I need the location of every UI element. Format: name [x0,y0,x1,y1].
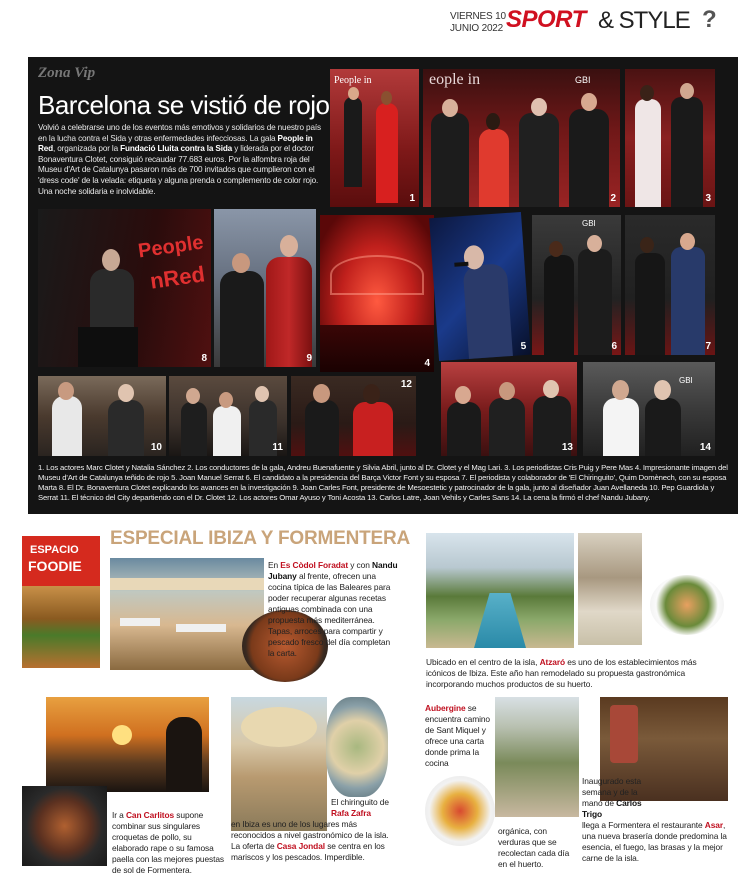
photo-7 [625,215,715,355]
photo-number: 9 [306,353,312,364]
highlight-restaurant: Rafa Zafra [331,808,371,818]
intro-text-3: y liderada por el doctor Bonaventura Clotet, consiguió recaudar 77.683 euros. Por la alfombra roja del Museu d'Art de Catalunya pasaron más de 700 invitados que cumplieron con el 'dress code' de la velada: etiqueta y alguna prenda o complemento de color rojo. Una noche solidaria e inolvidable. [38,144,319,196]
intro-text-1: Volvió a celebrarse uno de los eventos más emotivos y solidarios de nuestro país en la lucha contra el Sida y otras enfermedades infecciosas. La gala [38,123,321,143]
text-segment: En [268,560,281,570]
text-segment: y con [348,560,372,570]
text-segment: es uno de los establecimientos más icónicos de Ibiza. Este año han remodelado su propuesta gastronómica incorporando muchos productos de su huerto. [426,657,697,689]
intro-paragraph [38,123,326,197]
highlight-restaurant: Can Carlitos [125,810,175,820]
text-aubergine-2: orgánica, con verduras que se recolectan cada día en el huerto. [498,826,570,869]
photo-number: 5 [520,340,527,353]
text-segment: Inaugurado esta semana y de la mano de [582,776,642,808]
intro-text-2: , organizada por la [53,144,121,154]
text-asar [582,776,728,864]
text-es-codol-foradat [268,560,398,659]
photo-number: 11 [272,442,283,453]
highlight-restaurant: Es Còdol Foradat [280,560,349,570]
photo-11 [169,376,287,456]
highlight-restaurant: Asar [704,820,723,830]
text-segment: se centra en los mariscos y los pescados. Imperdible. [231,841,385,862]
highlight-restaurant: Atzaró [539,657,566,667]
text-atzaro [426,657,726,690]
photo-12 [291,376,416,456]
photo-3 [625,69,715,207]
photo-captions: 1. Los actores Marc Clotet y Natalia Sánchez 2. Los conductores de la gala, Andreu Buenafuente y Silvia Abril, junto al Dr. Clotet y el Mag Lari. 3. Los periodistas Cris Puig y Pere Mas 4. Impresionante imagen del Museu d'Art de Catalunya teñido de rojo 5. Joan Manuel Serrat 6. El candidato a la presidencia del Barça Victor Font y su esposa 7. El periodista y colaborador de 'El Chiringuito', Quim Domènech, con su esposa Marta 8. El Dr. Bonaventura Clotet explicando los avances en la investigación 9. Joan Carles Font, presidente de Mesoestetic y patrocinador de la gala, junto al diseñador Juan Avellaneda 10. Pep Guardiola y Serrat 11. El técnico del City departiendo con el Dr. Clotet 12. Los actores Omar Ayuso y Toni Acosta 13. Carlos Latre, Joan Vehils y Carles Sans 14. La cena la firmó el chef Nandu Jubany. [38,463,728,502]
text-segment: El chiringuito de [331,797,389,807]
photo-number: 12 [400,379,412,390]
photo-number: 10 [150,442,162,453]
text-segment: se encuentra camino de Sant Miquel y ofrece una carta donde prima la cocina [425,703,490,768]
badge-line-2: FOODIE [28,558,82,574]
photo-atzaro-terrace [578,533,642,645]
photo-2: eople in GBI 2 [423,69,620,207]
photo-number: 8 [201,353,207,364]
issue-date [450,11,506,35]
text-segment: en Ibiza es uno de los lugares más reconocidos a nivel gastronómico de la isla. La oferta de [231,819,389,851]
text-line [582,776,642,820]
photo-aubergine-dish [425,776,495,846]
text-segment: Ubicado en el centro de la isla, [426,657,540,667]
highlight-restaurant: Aubergine [425,703,466,713]
photo-1: People in 1 [330,69,419,207]
photo-6: GBI 6 [532,215,621,355]
photo-number: 7 [705,341,711,352]
photo-number: 3 [705,193,711,204]
intro-foundation-name: Fundació Lluita contra la Sida [120,144,233,154]
badge-line-1: ESPACIO [30,544,79,556]
photo-number: 4 [424,358,430,369]
text-segment: llega a Formentera el restaurante [582,820,705,830]
section-kicker: Zona Vip [38,65,96,81]
highlight-restaurant: Casa Jondal [276,841,325,851]
photo-can-carlitos-sunset [46,697,209,792]
text-segment: , una nueva brasería donde predomina la esencia, el fuego, las brasas y la mejor carne de la isla. [582,820,727,863]
text-segment: al frente, ofrecen una cocina típica de las Baleares para poder recuperar algunas recetas antiguas combinada con una propuesta más mediterránea. Tapas, arroces para compartir y pescado fresco del día completan la carta. [268,571,391,658]
photo-number: 6 [611,341,617,352]
date-month: JUNIO 2022 [450,23,504,34]
photo-number: 14 [699,442,711,453]
page-title: Barcelona se vistió de rojo [38,90,330,120]
photo-number: 1 [409,193,415,204]
text-line [231,797,391,819]
photo-atzaro-pool [426,533,574,648]
photo-number: 13 [561,442,573,453]
photo-10 [38,376,166,456]
photo-es-codol-foradat [110,558,264,670]
date-weekday: VIERNES 10 [450,11,506,22]
highlight-chef: Nandu Jubany [268,560,398,581]
photo-can-carlitos-food [22,786,107,866]
photo-5 [429,212,531,361]
photo-number: 2 [610,193,616,204]
photo-9 [214,209,316,367]
espacio-foodie-badge [22,536,100,668]
text-can-carlitos [112,810,224,876]
intro-gala-name: People in Red [38,133,313,154]
photo-4 [320,215,434,372]
text-segment: supone combinar sus singulares croquetas de pollo, su elaborado rape o su famosa paella con las mejores puestas de sol de Formentera. [112,810,224,875]
photo-aubergine-garden [495,697,579,817]
brand-style: & STYLE [598,7,690,34]
text-casa-jondal [231,797,391,863]
photo-atzaro-dish [650,575,724,635]
text-segment: Ir a [112,810,126,820]
photo-13 [441,362,577,456]
highlight-chef: Carlos Trigo [582,798,642,819]
brand-sport: SPORT [506,6,586,33]
badge-food-image [22,586,100,668]
text-aubergine-1 [425,703,491,769]
photo-14: GBI 14 [583,362,715,456]
photo-casa-jondal-dish [326,697,388,797]
brand-question-mark: ? [702,6,717,33]
section-title: ESPECIAL IBIZA Y FORMENTERA [110,528,411,549]
photo-8: People nRed 8 [38,209,211,367]
